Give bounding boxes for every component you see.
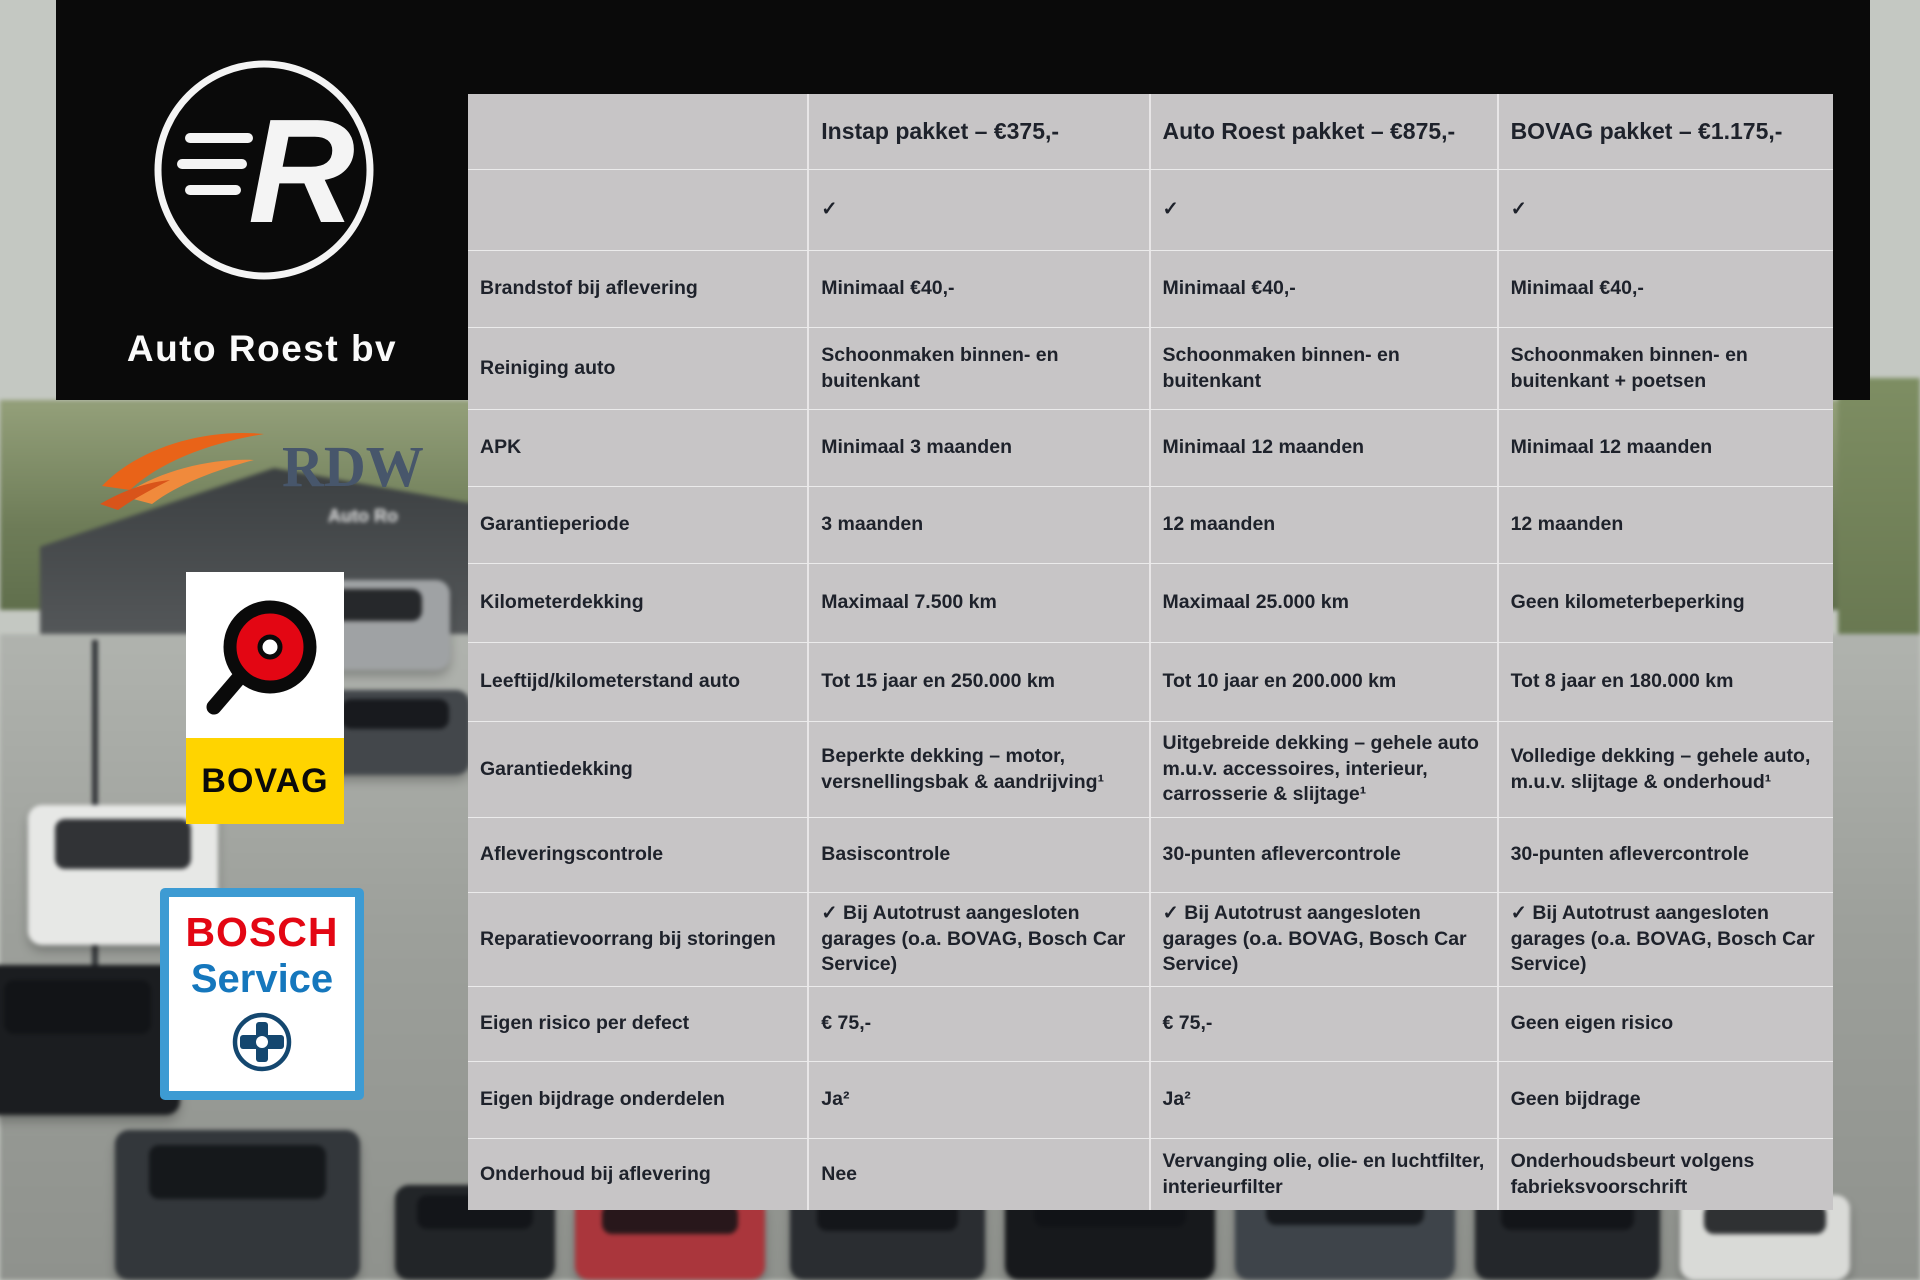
package-value: Vervanging olie, olie- en luchtfilter, interieurfilter xyxy=(1151,1139,1499,1210)
pricing-table xyxy=(468,94,1833,1210)
package-value: Volledige dekking – gehele auto, m.u.v. slijtage & onderhoud¹ xyxy=(1510,745,1811,793)
package-value: ✓ Bij Autotrust aangesloten garages (o.a. BOVAG, Bosch Car Service) xyxy=(1151,893,1499,986)
package-value: 3 maanden xyxy=(809,487,1150,563)
package-value: Maximaal 25.000 km xyxy=(1151,564,1499,642)
package-value: ✓ xyxy=(1510,198,1527,221)
company-name: Auto Roest bv xyxy=(126,328,398,369)
package-value: € 75,- xyxy=(1151,987,1499,1061)
package-value: Minimaal €40,- xyxy=(809,251,1150,327)
feature-label: Eigen bijdrage onderdelen xyxy=(468,1062,809,1138)
package-value: ✓ Bij Autotrust aangesloten garages (o.a. BOVAG, Bosch Car Service) xyxy=(1510,902,1815,976)
logo-speed-lines-icon xyxy=(182,138,248,190)
package-value: Basiscontrole xyxy=(809,818,1150,892)
package-value: € 75,- xyxy=(809,987,1150,1061)
package-value: 12 maanden xyxy=(1510,513,1624,536)
package-value: 30-punten aflevercontrole xyxy=(1510,843,1749,866)
package-value: Schoonmaken binnen- en buitenkant + poetsen xyxy=(1510,344,1748,392)
bosch-armature-icon xyxy=(230,1010,294,1074)
table-row xyxy=(468,986,1833,1061)
feature-label: APK xyxy=(468,410,809,486)
package-column-header: Instap pakket – €375,- xyxy=(809,94,1150,169)
table-row xyxy=(468,409,1833,486)
package-value: Tot 15 jaar en 250.000 km xyxy=(809,643,1150,721)
parked-car xyxy=(0,965,180,1115)
table-row xyxy=(468,1061,1833,1138)
package-value: ✓ xyxy=(809,170,1150,250)
package-column-header: BOVAG pakket – €1.175,- xyxy=(1510,117,1783,144)
package-value: Tot 8 jaar en 180.000 km xyxy=(1510,670,1734,693)
car-window xyxy=(341,699,449,730)
table-row xyxy=(468,327,1833,409)
building-sign: Auto Ro xyxy=(328,506,398,526)
feature-label: Leeftijd/kilometerstand auto xyxy=(468,643,809,721)
feature-label: Garantiedekking xyxy=(468,722,809,817)
package-value: 30-punten aflevercontrole xyxy=(1151,818,1499,892)
feature-label xyxy=(468,170,809,250)
package-value: Minimaal €40,- xyxy=(1510,277,1644,300)
package-value: Uitgebreide dekking – gehele auto m.u.v. accessoires, interieur, carrosserie & slijtage¹ xyxy=(1151,722,1499,817)
bovag-emblem xyxy=(186,572,344,738)
feature-label: Eigen risico per defect xyxy=(468,987,809,1061)
rdw-swoosh-icon xyxy=(96,420,276,512)
package-value: Beperkte dekking – motor, versnellingsbak & aandrijving¹ xyxy=(809,722,1150,817)
package-value: Onderhoudsbeurt volgens fabrieksvoorschrift xyxy=(1510,1150,1755,1198)
car-window xyxy=(55,819,192,869)
parked-car xyxy=(115,1130,360,1280)
bovag-wordmark: BOVAG xyxy=(186,738,344,824)
package-value: Minimaal 12 maanden xyxy=(1151,410,1499,486)
feature-label: Onderhoud bij aflevering xyxy=(468,1139,809,1210)
feature-label: Reiniging auto xyxy=(468,328,809,409)
feature-label: Brandstof bij aflevering xyxy=(468,251,809,327)
rdw-logo xyxy=(96,420,424,512)
package-value: Geen kilometerbeperking xyxy=(1510,591,1745,614)
table-row xyxy=(468,1138,1833,1210)
package-value: ✓ xyxy=(1151,170,1499,250)
package-value: Nee xyxy=(809,1139,1150,1210)
package-value: Tot 10 jaar en 200.000 km xyxy=(1151,643,1499,721)
table-row xyxy=(468,169,1833,250)
package-value: Ja² xyxy=(1151,1062,1499,1138)
table-row xyxy=(468,721,1833,817)
table-header-row xyxy=(468,94,1833,169)
package-value: Maximaal 7.500 km xyxy=(809,564,1150,642)
rdw-wordmark: RDW xyxy=(282,433,424,499)
bosch-service-logo xyxy=(160,888,364,1100)
package-value: Minimaal 12 maanden xyxy=(1510,436,1713,459)
table-row xyxy=(468,486,1833,563)
package-column-header: Auto Roest pakket – €875,- xyxy=(1151,94,1499,169)
package-value: Schoonmaken binnen- en buitenkant xyxy=(809,328,1150,409)
package-value: Minimaal €40,- xyxy=(1151,251,1499,327)
table-row xyxy=(468,563,1833,642)
package-value: Geen eigen risico xyxy=(1510,1012,1674,1035)
bovag-logo xyxy=(186,572,344,824)
package-value: Geen bijdrage xyxy=(1510,1088,1641,1111)
bosch-service-wordmark: Service xyxy=(190,957,334,1001)
table-row xyxy=(468,642,1833,721)
package-value: ✓ Bij Autotrust aangesloten garages (o.a. BOVAG, Bosch Car Service) xyxy=(809,893,1150,986)
bovag-magnifier-icon xyxy=(200,589,330,721)
table-row xyxy=(468,250,1833,327)
table-row xyxy=(468,892,1833,986)
package-value: Minimaal 3 maanden xyxy=(809,410,1150,486)
feature-column-header xyxy=(468,94,809,169)
logo-monogram: R xyxy=(248,89,355,254)
feature-label: Afleveringscontrole xyxy=(468,818,809,892)
car-window xyxy=(4,980,152,1034)
auto-roest-logo-icon xyxy=(136,42,392,298)
feature-label: Kilometerdekking xyxy=(468,564,809,642)
package-value: 12 maanden xyxy=(1151,487,1499,563)
feature-label: Garantieperiode xyxy=(468,487,809,563)
car-window xyxy=(149,1145,325,1199)
feature-label: Reparatievoorrang bij storingen xyxy=(468,893,809,986)
bosch-wordmark: BOSCH xyxy=(185,909,339,955)
package-value: Ja² xyxy=(809,1062,1150,1138)
package-value: Schoonmaken binnen- en buitenkant xyxy=(1151,328,1499,409)
table-row xyxy=(468,817,1833,892)
brand-block xyxy=(56,0,468,400)
